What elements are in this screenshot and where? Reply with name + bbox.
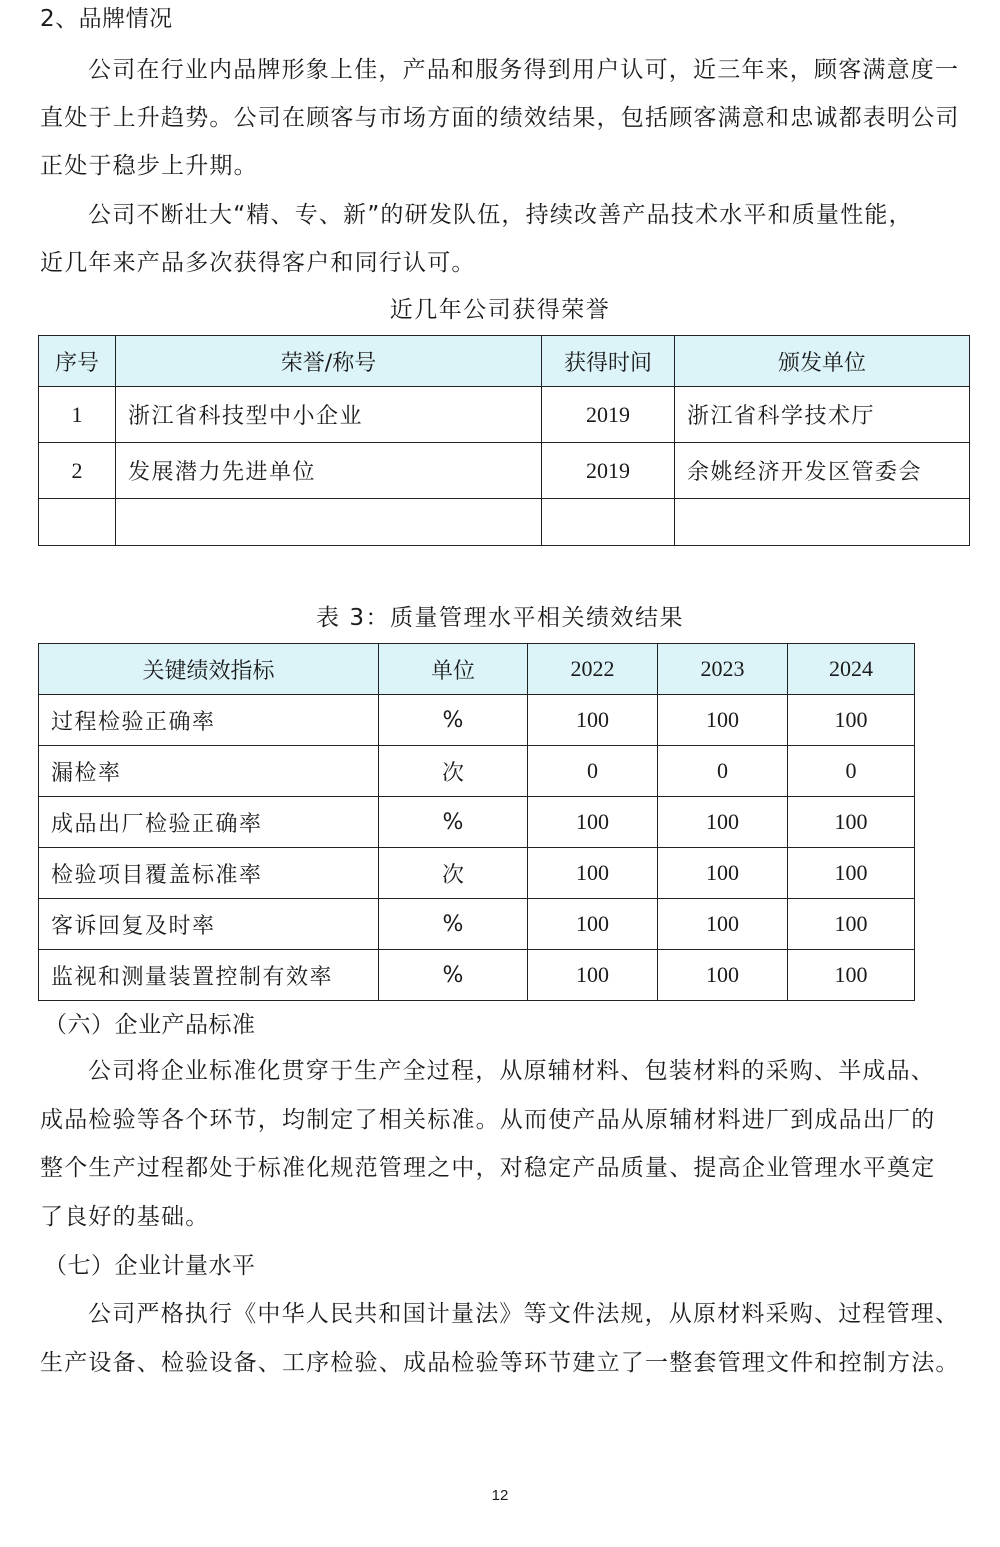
honors-table-header-row (39, 336, 970, 387)
brand-para1-line1: 公司在行业内品牌形象上佳，产品和服务得到用户认可，近三年来，顾客满意度一 (88, 57, 960, 83)
brand-heading: 2、品牌情况 (40, 6, 173, 32)
quality-cell-2022: 100 (528, 695, 658, 746)
quality-cell-unit: % (379, 695, 528, 746)
metrology-heading: （七）企业计量水平 (44, 1253, 256, 1279)
brand-para2-line1: 公司不断壮大“精、专、新”的研发队伍，持续改善产品技术水平和质量性能， (88, 202, 913, 228)
quality-cell-2022: 100 (528, 950, 658, 1001)
table-row (39, 443, 970, 499)
brand-para2-line2: 近几年来产品多次获得客户和同行认可。 (40, 250, 476, 276)
quality-cell-2023: 100 (658, 797, 788, 848)
metrology-line2: 生产设备、检验设备、工序检验、成品检验等环节建立了一整套管理文件和控制方法。 (40, 1350, 960, 1376)
quality-cell-2024: 100 (788, 797, 915, 848)
quality-cell-2022: 100 (528, 797, 658, 848)
empty-cell (116, 499, 542, 546)
quality-cell-kpi: 漏检率 (39, 746, 379, 797)
quality-header-2022: 2022 (528, 644, 658, 695)
honors-cell-date: 2019 (542, 443, 675, 499)
table-row-empty (39, 499, 970, 546)
quality-cell-2023: 100 (658, 899, 788, 950)
quality-cell-2024: 0 (788, 746, 915, 797)
table-row (39, 848, 915, 899)
table-row (39, 797, 915, 848)
standards-line3: 整个生产过程都处于标准化规范管理之中，对稳定产品质量、提高企业管理水平奠定 (40, 1155, 936, 1181)
quality-table-caption: 表 3：质量管理水平相关绩效结果 (316, 605, 684, 631)
empty-cell (39, 499, 116, 546)
quality-cell-2023: 0 (658, 746, 788, 797)
quality-cell-2023: 100 (658, 695, 788, 746)
brand-para1-line2: 直处于上升趋势。公司在顾客与市场方面的绩效结果，包括顾客满意和忠诚都表明公司 (40, 105, 960, 131)
honors-cell-title: 浙江省科技型中小企业 (116, 387, 542, 443)
quality-cell-2022: 100 (528, 848, 658, 899)
quality-cell-unit: 次 (379, 848, 528, 899)
honors-cell-title: 发展潜力先进单位 (116, 443, 542, 499)
quality-cell-2024: 100 (788, 950, 915, 1001)
quality-cell-kpi: 客诉回复及时率 (39, 899, 379, 950)
standards-line1: 公司将企业标准化贯穿于生产全过程，从原辅材料、包装材料的采购、半成品、 (88, 1058, 935, 1084)
honors-header-index: 序号 (39, 336, 116, 387)
quality-header-2023: 2023 (658, 644, 788, 695)
quality-header-kpi: 关键绩效指标 (39, 644, 379, 695)
quality-cell-2023: 100 (658, 848, 788, 899)
quality-cell-unit: % (379, 797, 528, 848)
table-row (39, 746, 915, 797)
quality-cell-kpi: 成品出厂检验正确率 (39, 797, 379, 848)
honors-cell-index: 2 (39, 443, 116, 499)
page-number: 12 (491, 1487, 509, 1504)
quality-cell-2024: 100 (788, 695, 915, 746)
quality-cell-kpi: 检验项目覆盖标准率 (39, 848, 379, 899)
honors-table (38, 335, 970, 546)
honors-cell-date: 2019 (542, 387, 675, 443)
honors-table-caption: 近几年公司获得荣誉 (389, 297, 611, 323)
metrology-line1: 公司严格执行《中华人民共和国计量法》等文件法规，从原材料采购、过程管理、 (88, 1301, 960, 1327)
quality-table-header-row (39, 644, 915, 695)
quality-cell-unit: % (379, 899, 528, 950)
table-row (39, 387, 970, 443)
quality-cell-2022: 0 (528, 746, 658, 797)
empty-cell (542, 499, 675, 546)
quality-cell-2024: 100 (788, 848, 915, 899)
quality-cell-2024: 100 (788, 899, 915, 950)
honors-cell-index: 1 (39, 387, 116, 443)
quality-cell-2023: 100 (658, 950, 788, 1001)
empty-cell (675, 499, 970, 546)
quality-header-2024: 2024 (788, 644, 915, 695)
quality-header-unit: 单位 (379, 644, 528, 695)
quality-cell-unit: 次 (379, 746, 528, 797)
quality-cell-kpi: 监视和测量装置控制有效率 (39, 950, 379, 1001)
quality-cell-unit: % (379, 950, 528, 1001)
honors-header-title: 荣誉/称号 (116, 336, 542, 387)
honors-header-issuer: 颁发单位 (675, 336, 970, 387)
standards-heading: （六）企业产品标准 (44, 1012, 256, 1038)
table-row (39, 899, 915, 950)
brand-para1-line3: 正处于稳步上升期。 (40, 153, 258, 179)
table-row (39, 695, 915, 746)
honors-cell-issuer: 浙江省科学技术厅 (675, 387, 970, 443)
honors-cell-issuer: 余姚经济开发区管委会 (675, 443, 970, 499)
standards-line2: 成品检验等各个环节，均制定了相关标准。从而使产品从原辅材料进厂到成品出厂的 (40, 1107, 936, 1133)
honors-header-date: 获得时间 (542, 336, 675, 387)
standards-line4: 了良好的基础。 (40, 1204, 210, 1230)
quality-cell-2022: 100 (528, 899, 658, 950)
quality-table (38, 643, 915, 1001)
table-row (39, 950, 915, 1001)
quality-cell-kpi: 过程检验正确率 (39, 695, 379, 746)
